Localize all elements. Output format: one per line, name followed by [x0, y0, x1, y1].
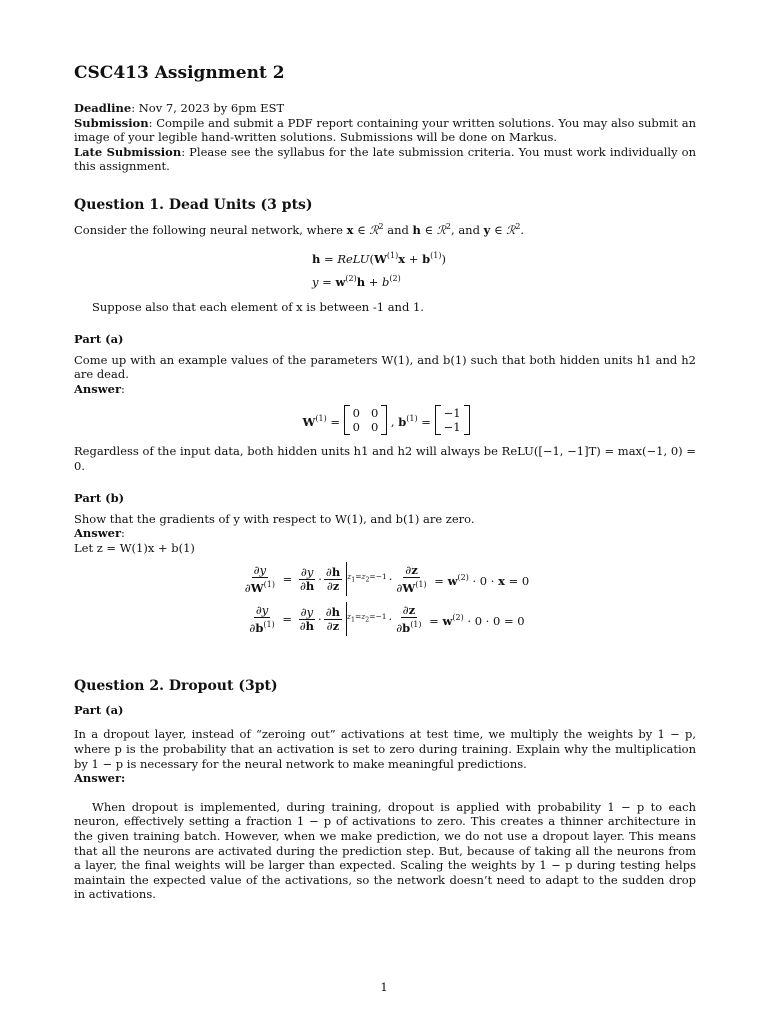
q1-part-b-prompt: Show that the gradients of y with respect to W(1), and b(1) are zero. [74, 511, 475, 526]
gradient-derivation [74, 559, 696, 639]
question-2-heading: Question 2. Dropout (3pt) [74, 678, 278, 695]
q2-answer: When dropout is implemented, during training, dropout is applied with probability 1 − p to each neuron, effectively setting a fraction 1 − p of activations to zero. This creates a thinner architecture in the given training batch. However, when we make prediction, we do not use a dropout layer. This means that all the neurons are activated during the prediction step. But, because of taking all the neurons from a layer, the final weights will be larger than expected. Scaling the weights by 1 − p during testing helps maintain the expected value of the activations, so the network doesn’t need to adapt to the sudden drop in activations. [74, 799, 696, 902]
q1-suppose: Suppose also that each element of x is between -1 and 1. [92, 300, 424, 315]
network-equations [74, 246, 696, 292]
deadline-line [74, 101, 696, 116]
q1-part-a-heading: Part (a) [74, 331, 124, 346]
hidden-equation: $h = ReLU(W^{(1)}x + b^{(1)})$ [312, 251, 446, 267]
document-title: CSC413 Assignment 2 [74, 63, 285, 83]
q1-part-a-explanation: Regardless of the input data, both hidden units h1 and h2 will always be ReLU([−1, −1]T) = max(−1, 0) = 0. [74, 444, 696, 474]
q1-part-a-answer: Answer: [74, 381, 125, 396]
deadline-label: Deadline [74, 101, 132, 115]
submission-text: : Compile and submit a PDF report containing your written solutions. You may also submit an image of your legible hand-written solutions. Submissions will be done on Markus. [74, 115, 696, 145]
gradient-bias-equation: $\frac{\partial y}{\partial b^{(1)}}$ = $\frac{\partial y}{\partial h}$ · $\frac{\partial h}{\partial z}$ $z_1=z_2=-1$ · $\frac{\partial z}{\partial b^{(1)}}$ = $w^{(2)} \cdot 0 \cdot 0 = 0$ [249, 602, 525, 635]
q2-part-a-heading: Part (a) [74, 703, 124, 718]
q1-part-b-answer: Answer: [74, 526, 125, 541]
q1-part-b-let: Let z = W(1)x + b(1) [74, 540, 195, 555]
late-submission-label: Late Submission [74, 144, 182, 159]
answer-label: Answer [74, 381, 122, 396]
gradient-weights-equation: $\frac{\partial y}{\partial W^{(1)}}$ = $\frac{\partial y}{\partial h}$ · $\frac{\partial h}{\partial z}$ $z_1=z_2=-1$ · $\frac{\partial z}{\partial W^{(1)}}$ = $w^{(2)} \cdot 0 \cdot x = 0$ [244, 562, 530, 595]
submission-line [74, 116, 696, 145]
deadline-text: : Nov 7, 2023 by 6pm EST [131, 101, 285, 115]
q2-answer-label: Answer: [74, 771, 126, 786]
output-equation: $y = w^{(2)}h + b^{(2)}$ [312, 274, 401, 290]
weight-matrix: 0 0 0 0 [344, 405, 388, 435]
q1-part-a-prompt: Come up with an example values of the parameters W(1), and b(1) such that both hidden units h1 and h2 are dead. [74, 352, 696, 382]
late-submission-line [74, 145, 696, 174]
late-submission-text: : Please see the syllabus for the late submission criteria. You must work individually on this assignment. [74, 144, 697, 174]
q1-part-b-heading: Part (b) [74, 490, 125, 505]
question-1-heading: Question 1. Dead Units (3 pts) [74, 196, 313, 213]
dead-unit-parameters: $W^{(1)}$ = 0 0 0 0 , $b^{(1)}$ = −1 −1 [74, 400, 696, 440]
answer-label: Answer [74, 526, 122, 541]
document-page [74, 62, 696, 902]
bias-vector: −1 −1 [435, 405, 470, 435]
submission-label: Submission [74, 115, 149, 130]
q2-part-a-prompt: In a dropout layer, instead of “zeroing out” activations at test time, we multiply the weights by 1 − p, where p is the probability that an activation is set to zero during training. Explain why the multiplication by 1 − p is necessary for the neural network to make meaningful predictions. [74, 727, 696, 771]
q1-intro: Consider the following neural network, where x ∈ ℛ$^2$ and h ∈ ℛ$^2$, and y ∈ ℛ$^2$. [74, 221, 525, 237]
page-number: 1 [380, 980, 388, 994]
